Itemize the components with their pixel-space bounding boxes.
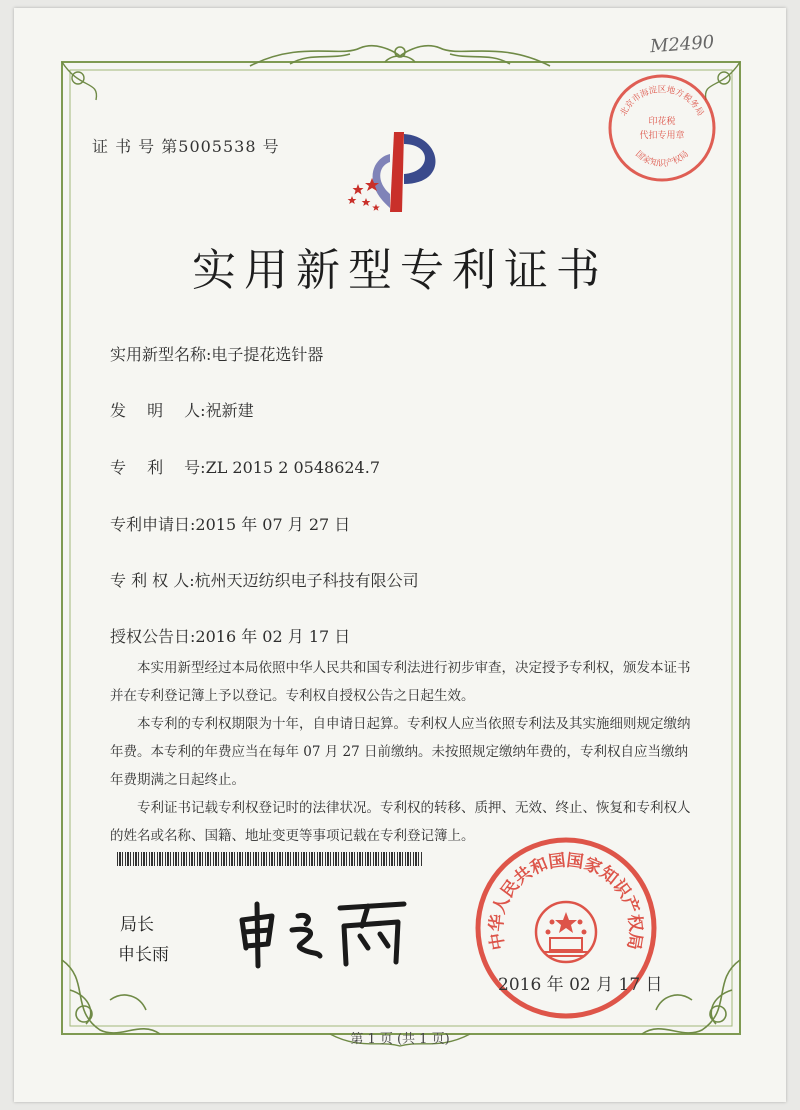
certificate-body (110, 654, 700, 850)
field-patent-number (110, 455, 380, 478)
field-label: 实用新型名称: (110, 345, 212, 364)
field-value: ZL 2015 2 0548624.7 (205, 458, 380, 477)
barcode (117, 852, 423, 866)
field-utility-model-name (110, 342, 323, 365)
handwritten-signature (228, 886, 418, 970)
field-value: 2015 年 07 月 27 日 (195, 515, 351, 534)
field-inventor (110, 398, 254, 421)
field-value: 2016 年 02 月 17 日 (195, 627, 351, 646)
body-paragraph: 专利证书记载专利权登记时的法律状况。专利权的转移、质押、无效、终止、恢复和专利权人的姓名或名称、国籍、地址变更等事项记载在专利登记簿上。 (110, 800, 691, 844)
tax-seal-bottom-text: 国家知识产权局 (633, 149, 691, 170)
field-grant-announcement-date (110, 624, 350, 647)
field-label: 专利申请日: (110, 515, 196, 534)
seal-large-text: 中华人民共和国国家知识产权局 (486, 850, 646, 952)
director-title: 局长 (120, 915, 154, 935)
field-label: 发 明 人: (110, 401, 206, 420)
field-value: 电子提花选针器 (211, 345, 324, 364)
field-label: 授权公告日: (110, 627, 196, 646)
tax-stamp-seal (606, 72, 718, 184)
field-label: 专 利 权 人: (110, 571, 195, 590)
body-paragraph: 本实用新型经过本局依照中华人民共和国专利法进行初步审查，决定授予专利权，颁发本证书并在专利登记簿上予以登记。专利权自授权公告之日起生效。 (110, 660, 691, 704)
certificate-number: 证 书 号 第5005538 号 (92, 137, 280, 156)
director-name: 申长雨 (118, 945, 169, 965)
field-patentee (110, 568, 419, 591)
patent-office-logo-icon (332, 124, 462, 220)
certificate-title: 实用新型专利证书 (192, 245, 608, 296)
field-application-date (110, 512, 350, 535)
body-paragraph: 本专利的专利权期限为十年，自申请日起算。专利权人应当依照专利法及其实施细则规定缴纳年费。本专利的年费应当在每年 07 月 27 日前缴纳。未按照规定缴纳年费的，专利权自应当缴纳年费期满之日起终止。 (110, 716, 691, 788)
field-value: 杭州天迈纺织电子科技有限公司 (194, 571, 419, 590)
field-value: 祝新建 (205, 401, 254, 420)
tax-seal-inner-line: 代扣专用章 (639, 131, 685, 141)
handwritten-note: M2490 (649, 31, 715, 58)
field-label: 专 利 号: (110, 458, 206, 477)
national-emblem-icon (536, 902, 596, 962)
page-number: 第 1 页 (共 1 页) (350, 1032, 450, 1047)
tax-seal-inner-line: 印花税 (648, 117, 676, 127)
tax-seal-outer-text: 北京市海淀区地方税务局 (618, 85, 706, 118)
seal-date: 2016 年 02 月 17 日 (498, 975, 663, 995)
